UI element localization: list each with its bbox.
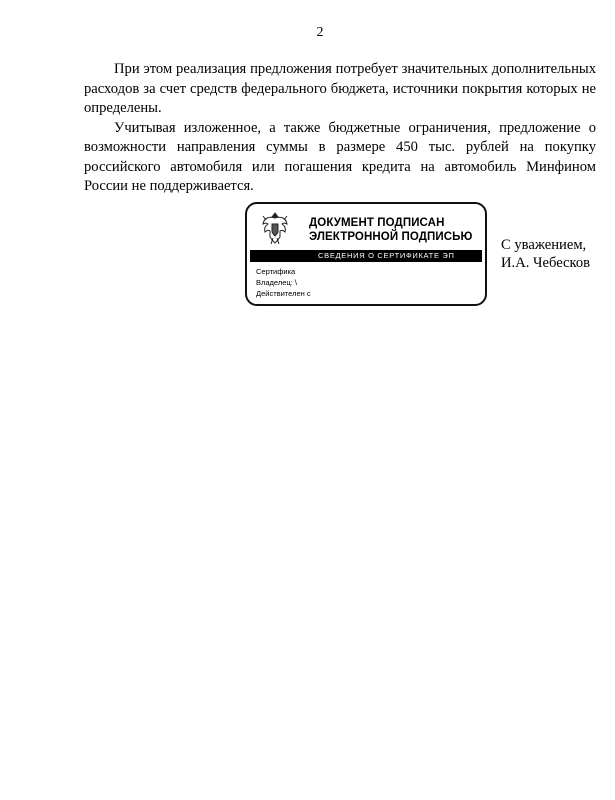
signer-name: И.А. Чебесков xyxy=(501,255,591,271)
certificate-info-bar xyxy=(250,250,482,262)
stamp-title xyxy=(309,216,479,244)
signature-block xyxy=(501,236,590,272)
certificate-info-label: СВЕДЕНИЯ О СЕРТИФИКАТЕ ЭП xyxy=(318,251,455,260)
certificate-fields xyxy=(256,266,311,299)
paragraph-expenses: При этом реализация предложения потребует значительных дополнительных расходов за счет средств федерального бюджета, источники покрытия которых не определены. xyxy=(84,61,596,116)
certificate-field: Сертифика xyxy=(256,267,296,276)
electronic-signature-stamp xyxy=(245,202,487,306)
stamp-title-line2: ЭЛЕКТРОННОЙ ПОДПИСЬЮ xyxy=(309,231,473,243)
coat-of-arms-icon xyxy=(261,210,289,246)
closing-phrase: С уважением, xyxy=(501,237,587,253)
page-number: 2 xyxy=(316,25,324,40)
valid-from-field: Действителен с xyxy=(256,289,311,298)
paragraph-conclusion: Учитывая изложенное, а также бюджетные ограничения, предложение о возможности направления суммы в размере 450 тыс. рублей на покупку российского автомобиля или погашения кредита на автомобиль Минфином России не поддерживается. xyxy=(84,119,596,194)
letter-body xyxy=(84,60,596,197)
owner-field: Владелец: \ xyxy=(256,278,297,287)
stamp-title-line1: ДОКУМЕНТ ПОДПИСАН xyxy=(309,217,445,229)
